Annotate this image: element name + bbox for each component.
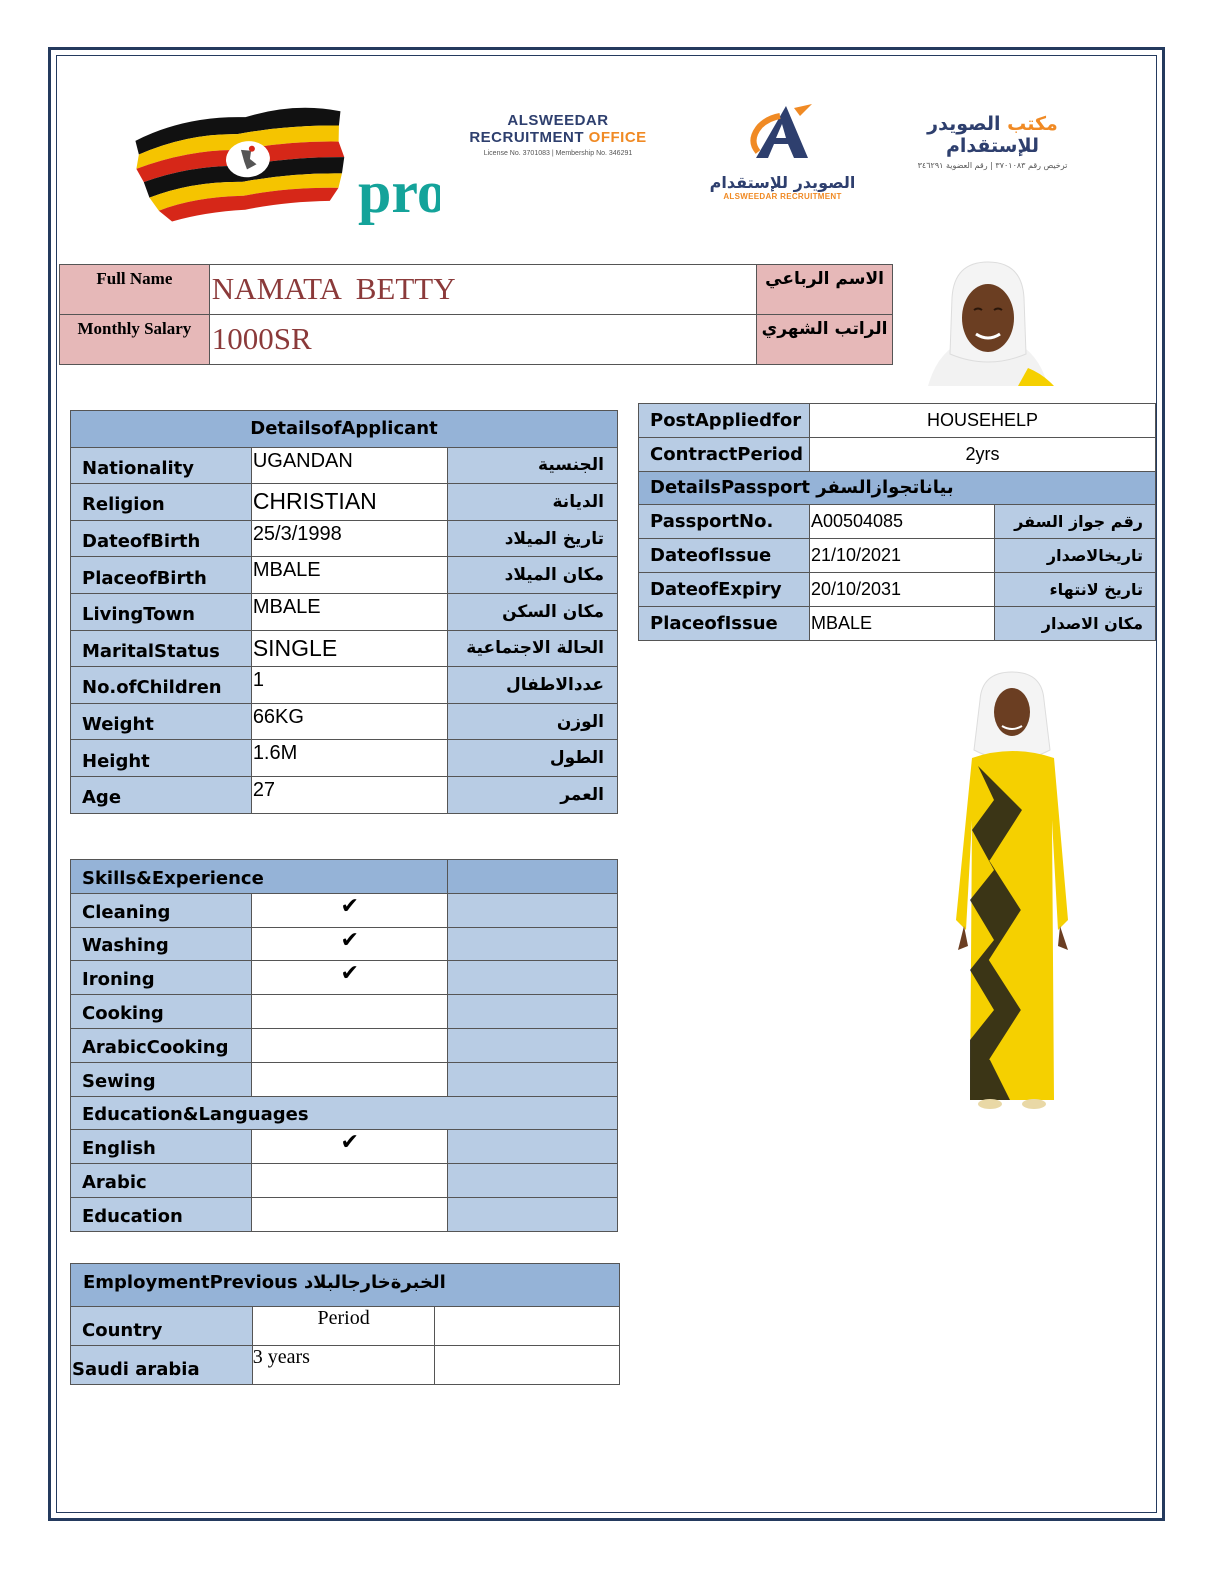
table-row (71, 1197, 618, 1231)
previous-employment-table (70, 1263, 620, 1385)
table-row (71, 630, 618, 667)
post-passport-table (638, 403, 1156, 641)
children-label: No.ofChildren (71, 667, 252, 704)
skill-ironing-check-icon: ✔ (251, 961, 448, 995)
pob-label: PlaceofBirth (71, 557, 252, 594)
employment-extra-header (435, 1307, 620, 1346)
date-of-expiry-ar: تاريخ لانتهاء (995, 572, 1156, 606)
marital-status-ar: الحالة الاجتماعية (448, 630, 618, 667)
passport-no-value: A00504085 (809, 505, 994, 539)
full-name-value: NAMATA BETTY (209, 265, 756, 315)
office-en-line1: ALSWEEDAR (507, 112, 609, 129)
date-of-issue-value: 21/10/2021 (809, 539, 994, 573)
place-of-issue-label: PlaceofIssue (639, 606, 810, 640)
education-value (251, 1197, 448, 1231)
employment-title: EmploymentPrevious الخبرةخارجالبلاد (71, 1264, 620, 1307)
applicant-title: DetailsofApplicant (71, 411, 618, 448)
children-value: 1 (251, 667, 448, 704)
table-row (71, 927, 618, 961)
office-ar-sub: ترخيص رقم ٣٧٠١٠٨٣ | رقم العضوية ٣٤٦٢٩١ (917, 161, 1068, 170)
post-applied-label: PostAppliedfor (639, 404, 810, 438)
period-column-header: Period (252, 1307, 435, 1346)
table-row (71, 893, 618, 927)
table-row (639, 539, 1156, 573)
weight-label: Weight (71, 703, 252, 740)
living-town-label: LivingTown (71, 593, 252, 630)
full-name-row (60, 265, 893, 315)
table-row (71, 520, 618, 557)
lang-english-check-icon: ✔ (251, 1130, 448, 1164)
office-en-license: License No. 3701083 | Membership No. 346291 (483, 150, 633, 157)
lang-arabic-value (251, 1164, 448, 1198)
table-row (639, 606, 1156, 640)
employment-header-row (71, 1264, 620, 1307)
religion-ar: الديانة (448, 484, 618, 521)
table-row (71, 1307, 620, 1346)
passport-header-row (639, 471, 1156, 505)
pob-ar: مكان الميلاد (448, 557, 618, 594)
nationality-value: UGANDAN (251, 447, 448, 484)
lang-english-label: English (71, 1130, 252, 1164)
office-ar-logo (880, 113, 1105, 170)
table-row (639, 572, 1156, 606)
skill-ironing-extra (448, 961, 618, 995)
salary-row (60, 315, 893, 365)
a-logo-ar: الصويدر للإستقدام (709, 173, 856, 192)
lang-english-extra (448, 1130, 618, 1164)
education-extra (448, 1197, 618, 1231)
dob-label: DateofBirth (71, 520, 252, 557)
children-ar: عددالاطفال (448, 667, 618, 704)
lang-arabic-label: Arabic (71, 1164, 252, 1198)
table-row (71, 961, 618, 995)
age-ar: العمر (448, 776, 618, 813)
living-town-ar: مكان السكن (448, 593, 618, 630)
date-of-expiry-label: DateofExpiry (639, 572, 810, 606)
skill-cleaning-check-icon: ✔ (251, 893, 448, 927)
skill-sewing-value (251, 1062, 448, 1096)
salary-label: Monthly Salary (60, 315, 210, 365)
salary-value: 1000SR (209, 315, 756, 365)
place-of-issue-ar: مكان الاصدار (995, 606, 1156, 640)
office-en-line2 (458, 129, 658, 146)
skill-arabic-cooking-label: ArabicCooking (71, 1028, 252, 1062)
contract-period-value: 2yrs (809, 437, 1155, 471)
skill-cooking-label: Cooking (71, 995, 252, 1029)
skills-header-empty (448, 860, 618, 894)
religion-value: CHRISTIAN (251, 484, 448, 521)
table-row (71, 1164, 618, 1198)
skill-ironing-label: Ironing (71, 961, 252, 995)
weight-value: 66KG (251, 703, 448, 740)
skill-sewing-extra (448, 1062, 618, 1096)
office-ar-title (880, 113, 1105, 157)
table-row (71, 593, 618, 630)
weight-ar: الوزن (448, 703, 618, 740)
a-logo (700, 100, 865, 210)
applicant-portrait-photo (918, 258, 1058, 386)
passport-no-label: PassportNo. (639, 505, 810, 539)
salary-ar: الراتب الشهري (757, 315, 893, 365)
skill-washing-check-icon: ✔ (251, 927, 448, 961)
country-column-header: Country (71, 1307, 253, 1346)
applicant-full-body-photo (950, 670, 1085, 1115)
height-ar: الطول (448, 740, 618, 777)
skill-washing-extra (448, 927, 618, 961)
skill-sewing-label: Sewing (71, 1062, 252, 1096)
table-row (71, 447, 618, 484)
applicant-header-row (71, 411, 618, 448)
skills-experience-table (70, 859, 618, 1232)
table-row (71, 557, 618, 594)
religion-label: Religion (71, 484, 252, 521)
office-ar-title-a: مكتب (1007, 113, 1058, 135)
dob-ar: تاريخ الميلاد (448, 520, 618, 557)
skill-arabic-cooking-extra (448, 1028, 618, 1062)
post-applied-value: HOUSEHELP (809, 404, 1155, 438)
nationality-ar: الجنسية (448, 447, 618, 484)
table-row (71, 1130, 618, 1164)
living-town-value: MBALE (251, 593, 448, 630)
table-row (71, 740, 618, 777)
contract-period-label: ContractPeriod (639, 437, 810, 471)
skill-cooking-value (251, 995, 448, 1029)
skill-cleaning-label: Cleaning (71, 893, 252, 927)
marital-status-value: SINGLE (251, 630, 448, 667)
date-of-expiry-value: 20/10/2031 (809, 572, 994, 606)
education-header-row (71, 1096, 618, 1130)
date-of-issue-label: DateofIssue (639, 539, 810, 573)
employment-country: Saudi arabia (71, 1346, 253, 1385)
age-label: Age (71, 776, 252, 813)
table-row (639, 404, 1156, 438)
table-row (71, 1028, 618, 1062)
table-row (639, 437, 1156, 471)
table-row (71, 667, 618, 704)
skill-arabic-cooking-value (251, 1028, 448, 1062)
skill-cleaning-extra (448, 893, 618, 927)
name-table (59, 264, 893, 365)
a-mark-icon (738, 100, 828, 166)
employment-period: 3 years (252, 1346, 435, 1385)
marital-status-label: MaritalStatus (71, 630, 252, 667)
table-row (71, 703, 618, 740)
table-row (71, 1062, 618, 1096)
education-label: Education (71, 1197, 252, 1231)
table-row (639, 505, 1156, 539)
table-row (71, 484, 618, 521)
pob-value: MBALE (251, 557, 448, 594)
education-title: Education&Languages (71, 1096, 618, 1130)
skills-title: Skills&Experience (71, 860, 448, 894)
a-logo-en: ALSWEEDAR RECRUITMENT (723, 192, 842, 201)
uganda-flag-logo (130, 100, 440, 230)
employment-extra (435, 1346, 620, 1385)
skills-header-row (71, 860, 618, 894)
height-value: 1.6M (251, 740, 448, 777)
office-ar-title-b: الصويدر للإستقدام (927, 113, 1040, 157)
passport-no-ar: رقم جواز السفر (995, 505, 1156, 539)
office-en-line2b: OFFICE (588, 129, 647, 146)
table-row (71, 1346, 620, 1385)
skill-cooking-extra (448, 995, 618, 1029)
age-value: 27 (251, 776, 448, 813)
skill-washing-label: Washing (71, 927, 252, 961)
dob-value: 25/3/1998 (251, 520, 448, 557)
height-label: Height (71, 740, 252, 777)
nationality-label: Nationality (71, 447, 252, 484)
lang-arabic-extra (448, 1164, 618, 1198)
table-row (71, 995, 618, 1029)
passport-title: DetailsPassport بياناتجوازالسفر (639, 471, 1156, 505)
full-name-ar: الاسم الرباعي (757, 265, 893, 315)
office-en-line2a: RECRUITMENT (469, 129, 584, 146)
full-name-label: Full Name (60, 265, 210, 315)
pro-text: pro (358, 159, 440, 225)
place-of-issue-value: MBALE (809, 606, 994, 640)
office-en-logo (458, 112, 658, 157)
applicant-details-table (70, 410, 618, 814)
table-row (71, 776, 618, 813)
date-of-issue-ar: تاريخالاصدار (995, 539, 1156, 573)
